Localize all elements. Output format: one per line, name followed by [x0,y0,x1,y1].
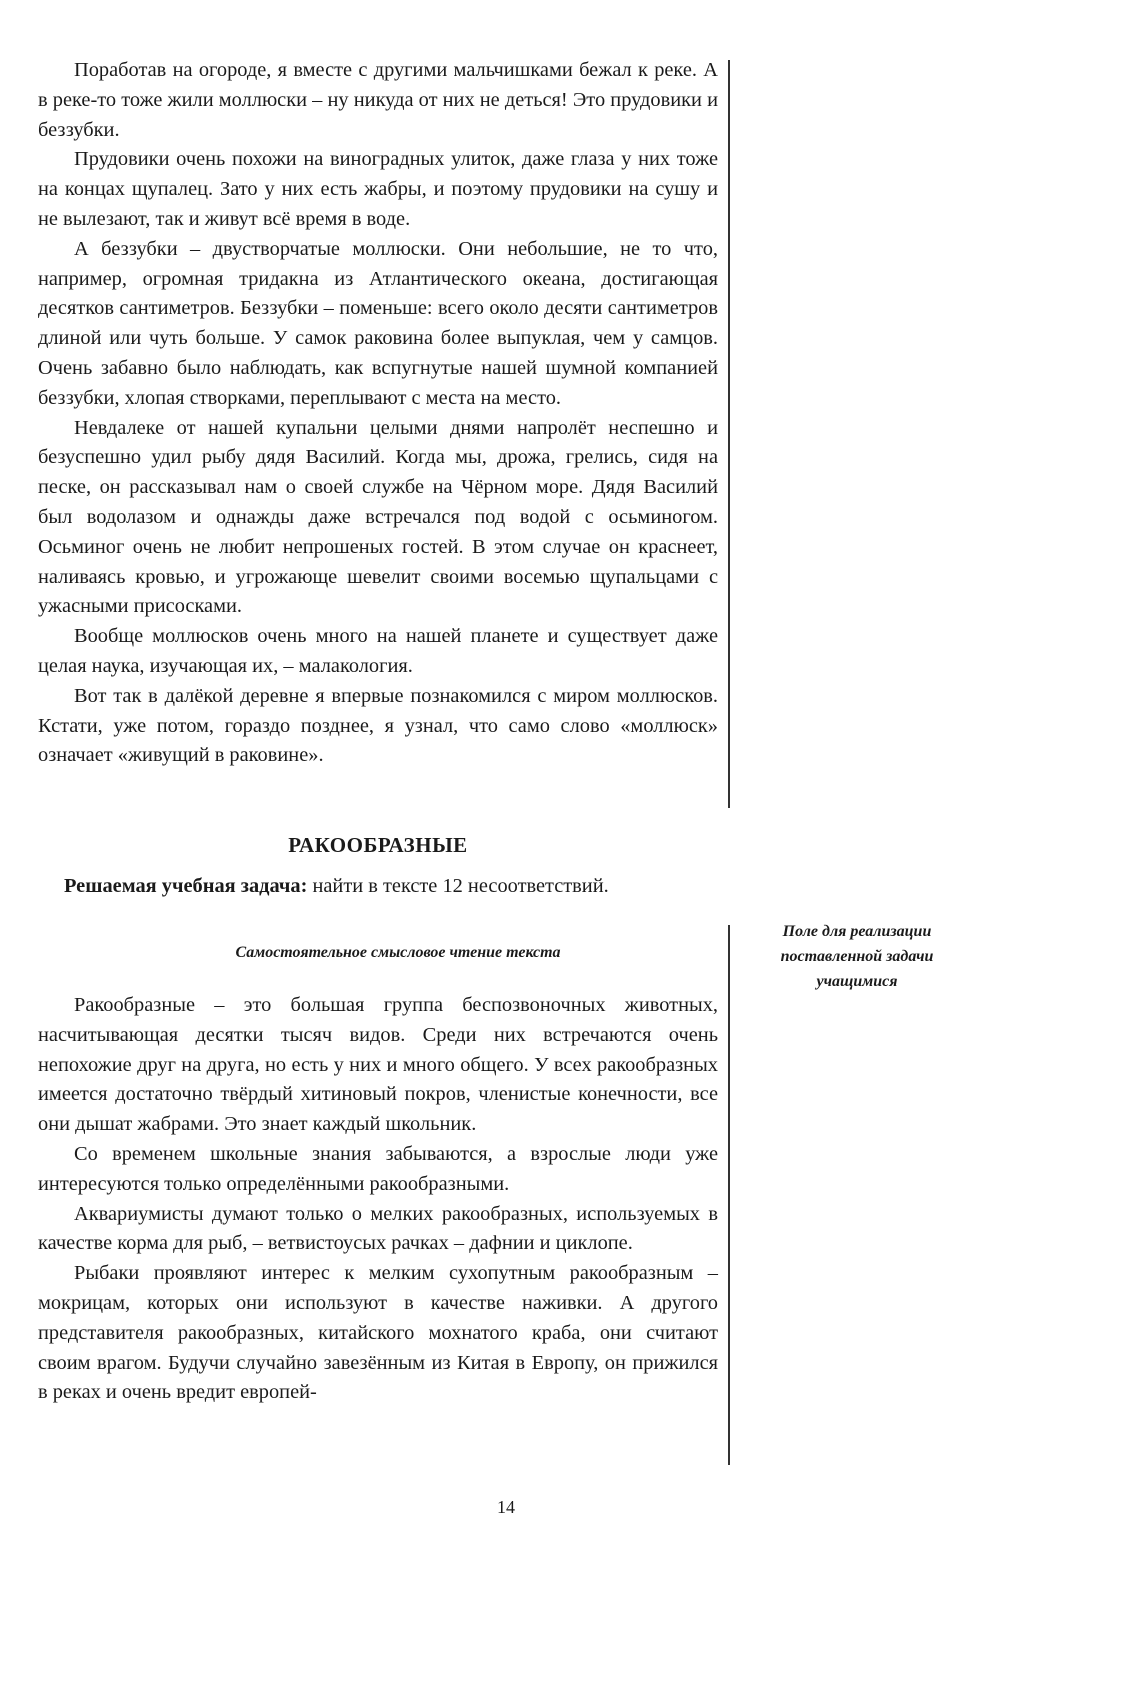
page-number: 14 [497,1497,515,1517]
paragraph: А беззубки – двустворчатые моллюски. Они небольшие, не то что, например, огромная тридакна из Атлантического океана, достигающая десятков сантиметров. Беззубки – поменьше: всего около десяти сантиметров длиной или чуть больше. У самок раковина более выпуклая, чем у самцов. Очень забавно было наблюдать, как вспугнутые нашей шумной компанией беззубки, хлопая створками, переплывают с места на место. [38,237,718,409]
margin-note-line: Поле для реализации [782,923,932,940]
task-label: Решаемая учебная задача: [64,875,308,897]
paragraph: Со временем школьные знания забываются, а взрослые люди уже интересуются только определёнными ракообразными. [38,1142,718,1195]
task-statement [64,875,609,898]
margin-divider-line [728,925,730,1465]
paragraph: Ракообразные – это большая группа беспозвоночных животных, насчитывающая десятки тысяч видов. Среди них встречаются очень непохожие друг на друга, но есть у них и много общего. У всех ракообразных имеется достаточно твёрдый хитиновый покров, членистые конечности, все они дышат жабрами. Это знает каждый школьник. [38,994,718,1136]
reading-subheading: Самостоятельное смысловое чтение текста [235,944,561,961]
paragraph: Вот так в далёкой деревне я впервые познакомился с миром моллюсков. Кстати, уже потом, гораздо позднее, я узнал, что само слово «моллюск» означает «живущий в раковине». [38,684,718,767]
upper-text-block [38,56,718,771]
paragraph: Аквариумисты думают только о мелких ракообразных, используемых в качестве корма для рыб, – ветвистоусых рачках – дафнии и циклопе. [38,1202,718,1255]
margin-divider-line [728,60,730,808]
margin-note-line: учащимися [816,973,898,990]
paragraph: Прудовики очень похожи на виноградных улиток, даже глаза у них тоже на концах щупалец. Зато у них есть жабры, и поэтому прудовики на сушу и не вылезают, так и живут всё время в воде. [38,148,718,230]
paragraph: Поработав на огороде, я вместе с другими мальчишками бежал к реке. А в реке-то тоже жили моллюски – ну никуда от них не деться! Это прудовики и беззубки. [38,59,718,141]
paragraph: Невдалеке от нашей купальни целыми днями напролёт неспешно и безуспешно удил рыбу дядя Василий. Когда мы, дрожа, грелись, сидя на песке, он рассказывал нам о своей службе на Чёрном море. Дядя Василий был водолазом и однажды даже встречался под водой с осьминогом. Осьминог очень не любит непрошеных гостей. В этом случае он краснеет, наливаясь кровью, и угрожающе шевелит своими восемью щупальцами с ужасными присосками. [38,416,718,618]
paragraph: Вообще моллюсков очень много на нашей планете и существует даже целая наука, изучающая их, – малакология. [38,625,718,677]
margin-note-line: поставленной задачи [780,948,934,965]
lower-text-block [38,991,718,1408]
margin-note [752,919,962,994]
paragraph: Рыбаки проявляют интерес к мелким сухопутным ракообразным – мокрицам, которых они используют в качестве наживки. А другого представителя ракообразных, китайского мохнатого краба, они считают своим врагом. Будучи случайно завезённым из Китая в Европу, он прижился в реках и очень вредит европей- [38,1262,718,1404]
task-text: найти в тексте 12 несоответствий. [307,875,609,897]
section-title: РАКООБРАЗНЫЕ [288,833,468,857]
